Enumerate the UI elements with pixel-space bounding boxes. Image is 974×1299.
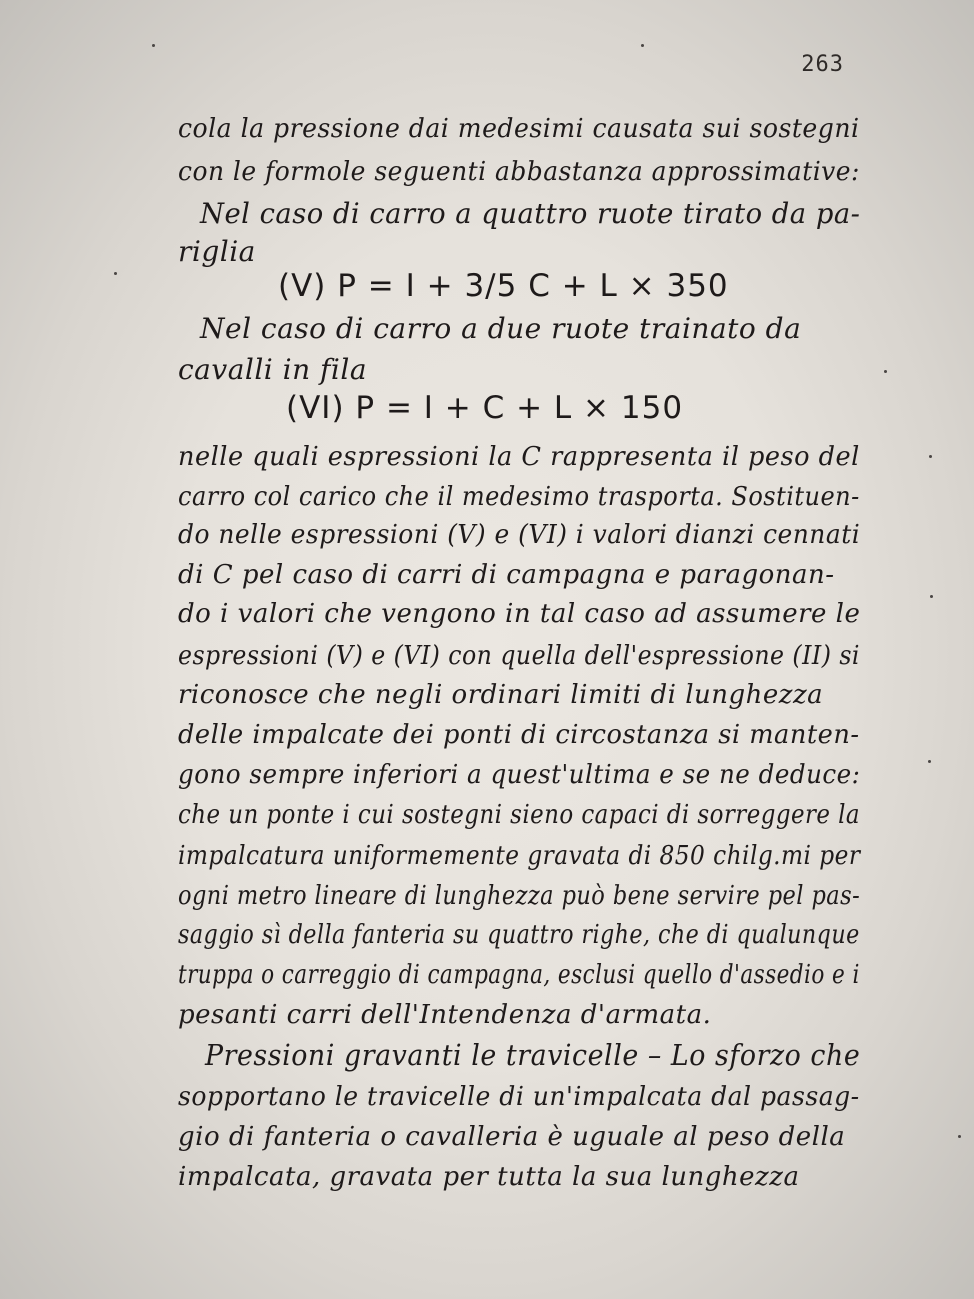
- text-line-13: riconosce che negli ordinari limiti di lunghezza: [178, 680, 824, 710]
- paper-speck: [930, 595, 933, 598]
- text-line-9: do nelle espressioni (V) e (VI) i valori dianzi cennati: [178, 520, 861, 550]
- formula-vi: (VI) P = I + C + L × 150: [286, 390, 684, 426]
- text-line-23: sopportano le travicelle di un'impalcata dal passag-: [178, 1082, 860, 1112]
- text-line-4: riglia: [178, 235, 256, 268]
- text-line-20: truppa o carreggio di campagna, esclusi quello d'assedio e i: [178, 960, 860, 990]
- page-number: 263: [801, 52, 844, 77]
- text-line-19: saggio sì della fanteria su quattro righe, che di qualunque: [178, 920, 860, 950]
- formula-v: (V) P = I + 3/5 C + L × 350: [278, 268, 729, 304]
- paper-speck: [114, 272, 117, 275]
- paper-speck: [928, 760, 931, 763]
- text-line-24: gio di fanteria o cavalleria è uguale al peso della: [178, 1122, 846, 1152]
- text-line-8: carro col carico che il medesimo trasporta. Sostituen-: [178, 482, 860, 512]
- text-line-25: impalcata, gravata per tutta la sua lunghezza: [178, 1162, 800, 1192]
- paper-speck: [958, 1135, 961, 1138]
- paper-speck: [152, 44, 155, 47]
- text-line-11: do i valori che vengono in tal caso ad assumere le: [178, 599, 861, 629]
- paper-speck: [929, 455, 932, 458]
- text-line-17: impalcatura uniformemente gravata di 850 chilg.mi per: [178, 841, 861, 871]
- text-line-5: Nel caso di carro a due ruote trainato da: [200, 312, 802, 345]
- text-line-15: gono sempre inferiori a quest'ultima e se ne deduce:: [178, 760, 861, 790]
- text-line-16: che un ponte i cui sostegni sieno capaci di sorreggere la: [178, 800, 861, 830]
- text-line-1: cola la pressione dai medesimi causata sui sostegni: [178, 114, 860, 144]
- paper-speck: [884, 370, 887, 373]
- text-line-18: ogni metro lineare di lunghezza può bene servire pel pas-: [178, 881, 861, 911]
- text-line-10: di C pel caso di carri di campagna e paragonan-: [178, 560, 835, 590]
- text-line-12: espressioni (V) e (VI) con quella dell'espressione (II) si: [178, 641, 860, 671]
- paper-speck: [641, 44, 644, 47]
- text-line-3: Nel caso di carro a quattro ruote tirato da pa-: [200, 197, 861, 230]
- text-line-7: nelle quali espressioni la C rappresenta il peso del: [178, 442, 860, 472]
- text-line-21: pesanti carri dell'Intendenza d'armata.: [178, 1000, 712, 1030]
- text-line-14: delle impalcate dei ponti di circostanza si manten-: [178, 720, 860, 750]
- text-line-6: cavalli in fila: [178, 353, 368, 386]
- section-heading-line: Pressioni gravanti le travicelle – Lo sforzo che: [205, 1038, 861, 1072]
- text-line-2: con le formole seguenti abbastanza approssimative:: [178, 157, 860, 187]
